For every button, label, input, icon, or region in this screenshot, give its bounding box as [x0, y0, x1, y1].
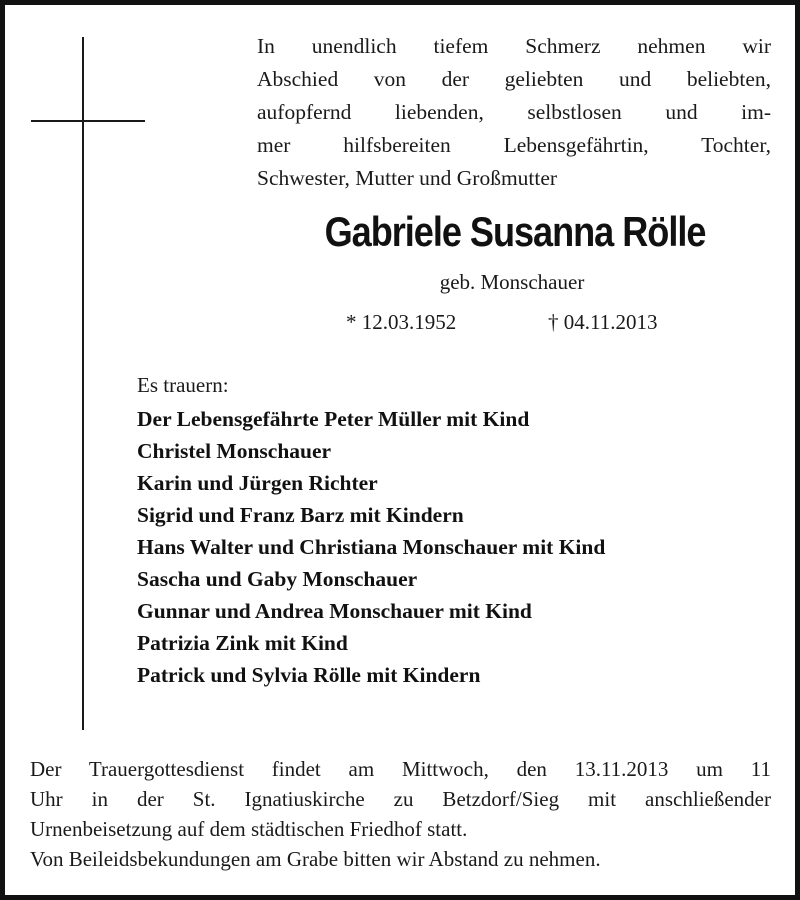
- service-line: Urnenbeisetzung auf dem städtischen Friedhof statt.: [30, 817, 468, 841]
- intro-line: Abschied von der geliebten und beliebten,: [257, 67, 771, 91]
- service-line: Von Beileidsbekundungen am Grabe bitten wir Abstand zu nehmen.: [30, 847, 601, 871]
- cross-icon: [82, 37, 84, 730]
- death-date: † 04.11.2013: [548, 310, 658, 334]
- mourner-entry: Sascha und Gaby Monschauer: [137, 567, 418, 591]
- mourner-entry: Gunnar und Andrea Monschauer mit Kind: [137, 599, 532, 623]
- funeral-service-info: [30, 754, 771, 874]
- mourner-entry: Christel Monschauer: [137, 439, 332, 463]
- deceased-name: Gabriele Susanna Rölle: [324, 208, 706, 255]
- intro-line: Schwester, Mutter und Großmutter: [257, 166, 558, 190]
- mourner-entry: Hans Walter und Christiana Monschauer mit Kind: [137, 535, 606, 559]
- mourners-heading: Es trauern:: [137, 373, 229, 397]
- mourners-list: [137, 403, 605, 691]
- maiden-name: geb. Monschauer: [439, 270, 585, 294]
- service-line: Der Trauergottesdienst findet am Mittwoch, den 13.11.2013 um 11: [30, 757, 771, 781]
- mourner-entry: Patrick und Sylvia Rölle mit Kindern: [137, 663, 481, 687]
- intro-text: [257, 30, 771, 195]
- intro-line: aufopfernd liebenden, selbstlosen und im-: [257, 100, 771, 124]
- service-line: Uhr in der St. Ignatiuskirche zu Betzdorf/Sieg mit anschließender: [30, 787, 771, 811]
- cross-icon-crossbar: [31, 120, 145, 122]
- mourner-entry: Der Lebensgefährte Peter Müller mit Kind: [137, 407, 530, 431]
- mourner-entry: Karin und Jürgen Richter: [137, 471, 378, 495]
- intro-line: In unendlich tiefem Schmerz nehmen wir: [257, 34, 771, 58]
- mourner-entry: Patrizia Zink mit Kind: [137, 631, 348, 655]
- mourner-entry: Sigrid und Franz Barz mit Kindern: [137, 503, 464, 527]
- birth-date: * 12.03.1952: [346, 310, 457, 334]
- intro-line: mer hilfsbereiten Lebensgefährtin, Tochter,: [257, 133, 771, 157]
